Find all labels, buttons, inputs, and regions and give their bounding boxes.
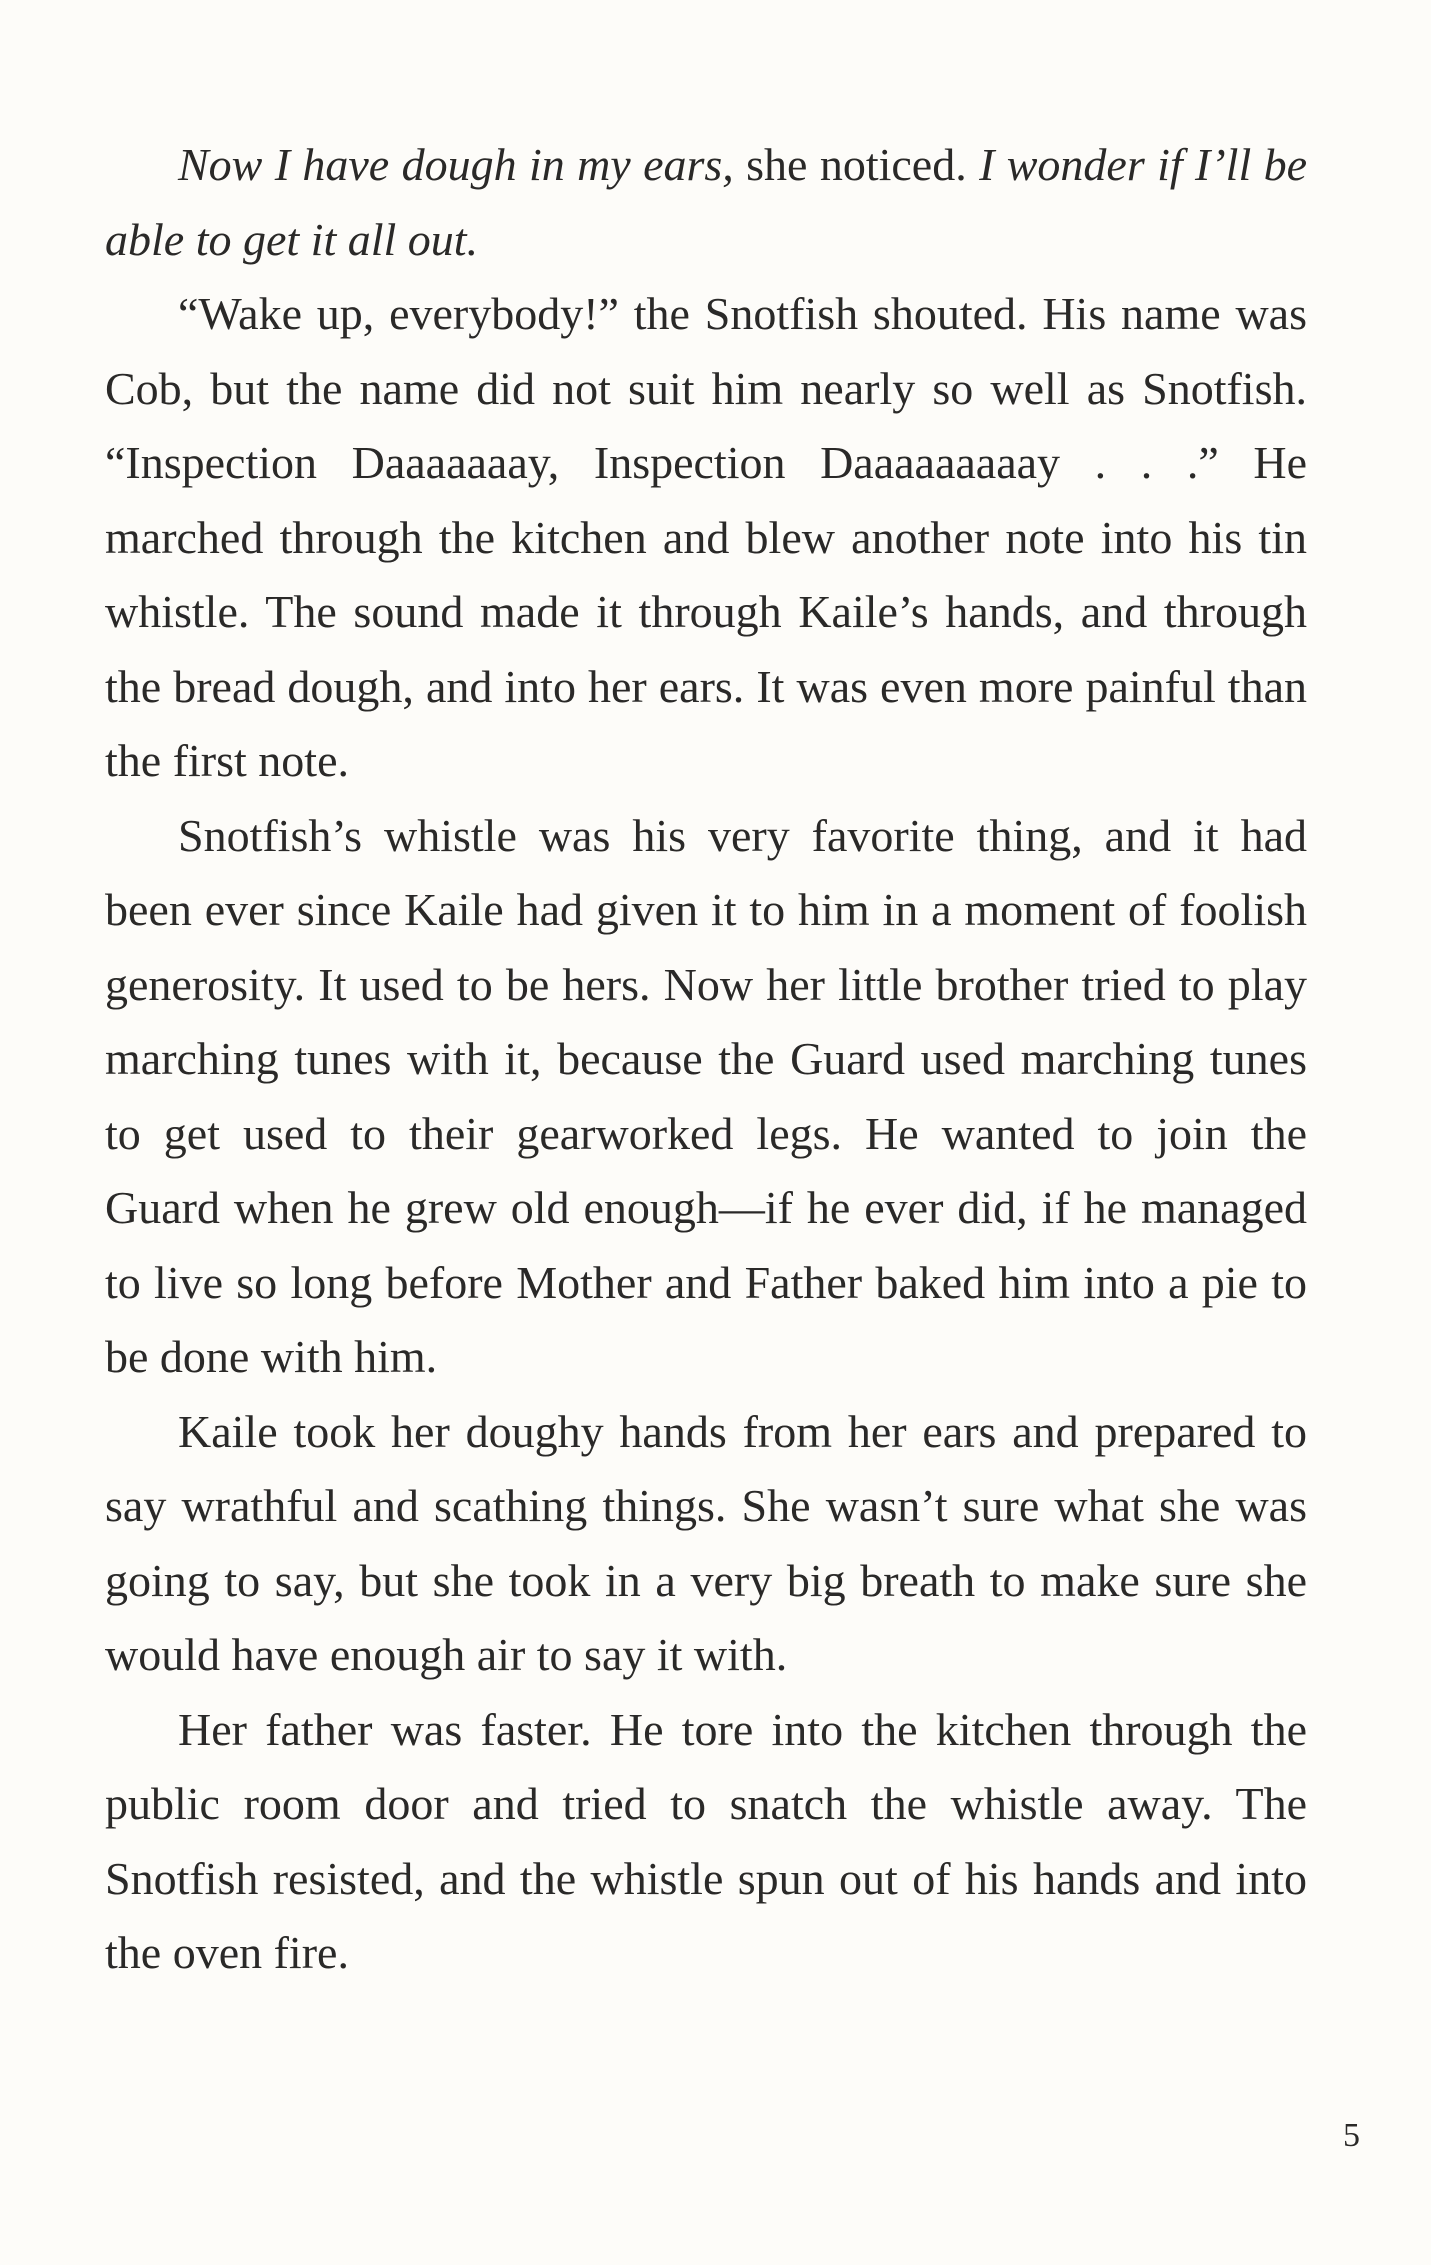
body-text [105, 128, 1307, 1991]
paragraph-3 [105, 799, 1307, 1395]
paragraph-5 [105, 1693, 1307, 1991]
narration: Kaile took her doughy hands from her ears and prepared to say wrathful and scathing things. She wasn’t sure what she was going to say, but she took in a very big breath to make sure she would have enough air to say it with. [105, 1405, 1307, 1680]
italic-thought: Now I have dough in my ears, [178, 139, 734, 190]
page-number: 5 [1343, 2117, 1360, 2154]
narration: “Wake up, everybody!” the Snotfish shouted. His name was Cob, but the name did not suit him nearly so well as Snotfish. “Inspection Daaaaaaay, Inspection Daaaaaaaaay . . .” He marched through the kitchen and blew another note into his tin whistle. The sound made it through Kaile’s hands, and through the bread dough, and into her ears. It was even more painful than the first note. [105, 288, 1307, 786]
paragraph-4 [105, 1395, 1307, 1693]
narration: Her father was faster. He tore into the kitchen through the public room door and tried to snatch the whistle away. The Snotfish resisted, and the whistle spun out of his hands and into the oven fire. [105, 1703, 1307, 1978]
paragraph-1 [105, 128, 1307, 277]
narration: she noticed. [733, 139, 980, 190]
paragraph-2 [105, 277, 1307, 799]
italic-thought: I wonder if I’ll be able to get it all out. [105, 139, 1307, 265]
narration: Snotfish’s whistle was his very favorite thing, and it had been ever since Kaile had given it to him in a moment of foolish generosity. It used to be hers. Now her little brother tried to play marching tunes with it, because the Guard used marching tunes to get used to their gearworked legs. He wanted to join the Guard when he grew old enough—if he ever did, if he managed to live so long before Mother and Father baked him into a pie to be done with him. [105, 809, 1307, 1382]
